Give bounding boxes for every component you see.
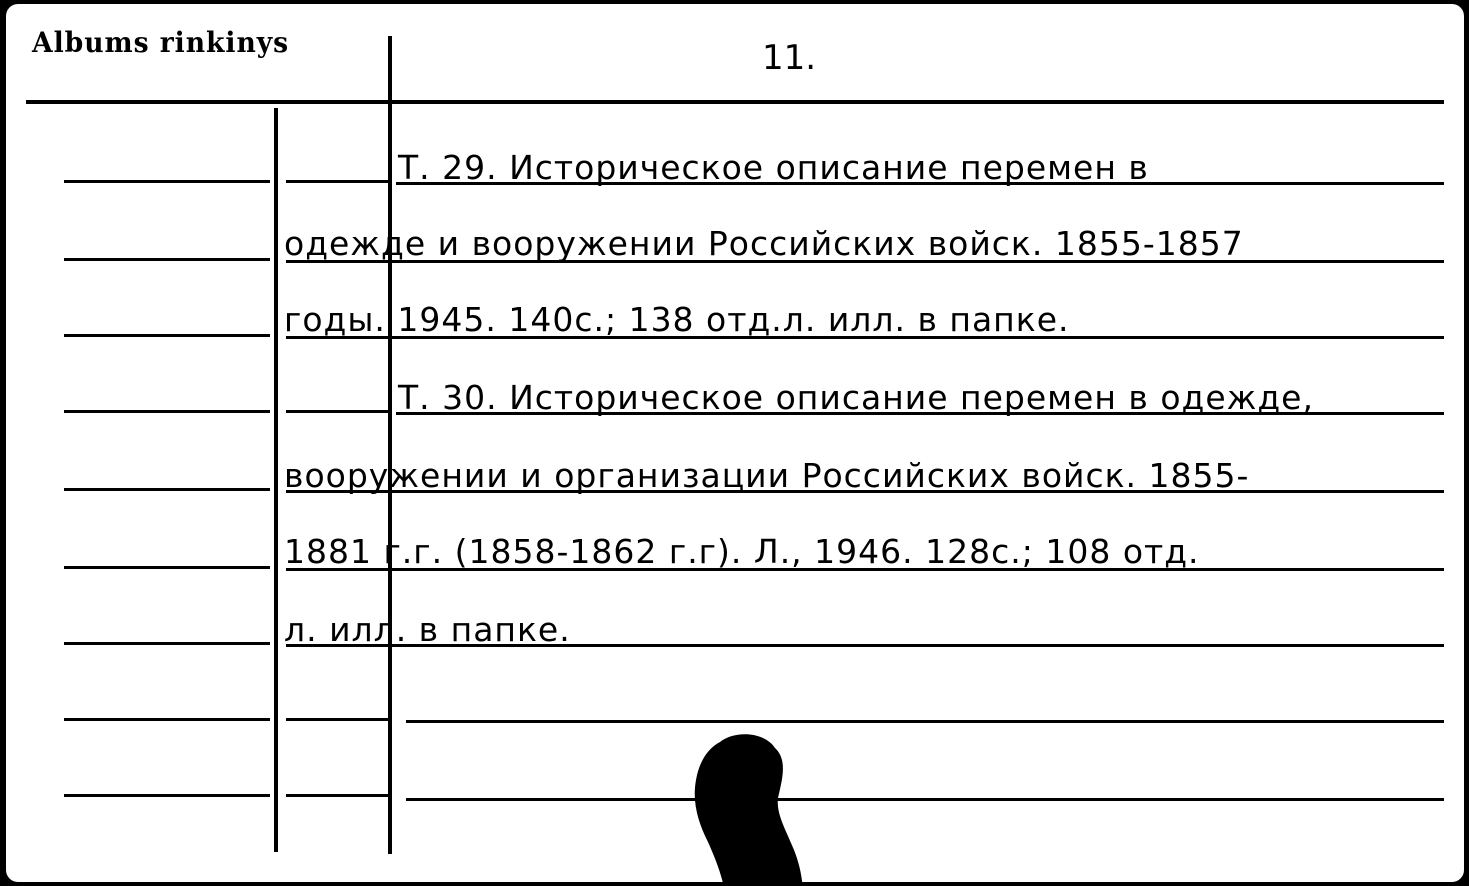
left-rule [64,566,270,569]
catalog-card [6,4,1464,882]
header-rule [26,100,1444,104]
main-rule [406,798,1444,801]
entry-line: вооружении и организации Российских войск. 1855- [284,456,1250,495]
entry-line: 1881 г.г. (1858-1862 г.г). Л., 1946. 128с.; 108 отд. [284,532,1200,571]
card-number: 11. [762,38,817,78]
entry-line: Т. 29. Историческое описание перемен в [398,148,1149,187]
mid-rule [286,718,390,721]
left-rule [64,410,270,413]
mid-rule [286,410,390,413]
mid-rule [286,180,390,183]
library-stamp: Albums rinkinys [32,26,290,59]
left-rule [64,258,270,261]
vertical-rule-right [388,36,392,854]
left-rule [64,794,270,797]
left-rule [64,180,270,183]
left-rule [64,488,270,491]
left-rule [64,718,270,721]
ink-blot [690,730,810,882]
entry-line: годы. 1945. 140с.; 138 отд.л. илл. в папке. [284,300,1070,339]
main-rule [406,720,1444,723]
entry-line: л. илл. в папке. [284,610,571,649]
left-rule [64,334,270,337]
mid-rule [286,794,390,797]
entry-line: одежде и вооружении Российских войск. 1855-1857 [284,224,1244,263]
left-rule [64,642,270,645]
vertical-rule-left [274,108,278,852]
entry-line: Т. 30. Историческое описание перемен в одежде, [398,378,1314,417]
